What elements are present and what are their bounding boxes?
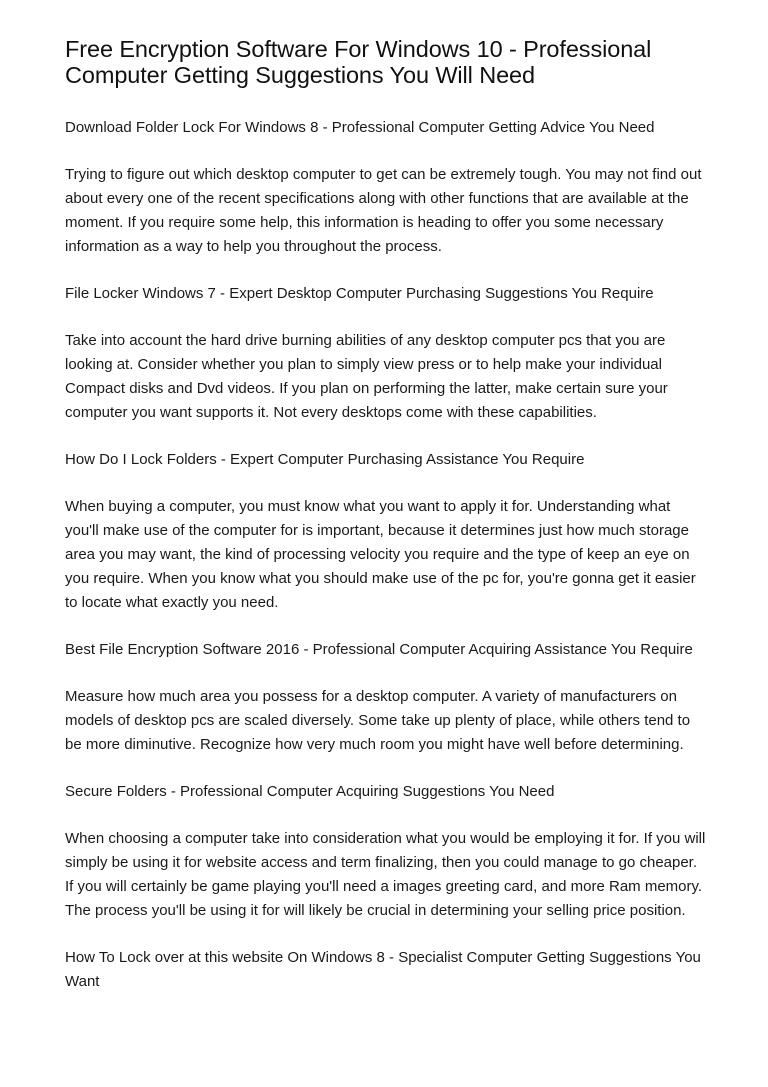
section-paragraph: Measure how much area you possess for a desktop computer. A variety of manufacturers on models of desktop pcs are scaled diversely. Some take up plenty of place, while others tend to be more diminutive. Recognize how very much room you might have well before determining. xyxy=(65,688,691,753)
section-paragraph: Take into account the hard drive burning abilities of any desktop computer pcs that you are looking at. Consider whether you plan to simply view press or to help make your individual Compact disks and Dvd videos. If you plan on performing the latter, make certain sure your computer you want supports it. Not every desktops come with these capabilities. xyxy=(65,332,668,421)
section-heading: Best File Encryption Software 2016 - Professional Computer Acquiring Assistance You Require xyxy=(65,641,693,658)
section-heading: How To Lock over at this website On Windows 8 - Specialist Computer Getting Suggestions You Want xyxy=(65,949,701,990)
section-heading: How Do I Lock Folders - Expert Computer Purchasing Assistance You Require xyxy=(65,451,585,468)
section-paragraph: Trying to figure out which desktop computer to get can be extremely tough. You may not find out about every one of the recent specifications along with other functions that are available at the moment. If you require some help, this information is heading to offer you some necessary information as a way to help you throughout the process. xyxy=(65,166,702,255)
document-title: Free Encryption Software For Windows 10 - Professional Computer Getting Suggestions You Will Need xyxy=(65,36,652,88)
section-heading: File Locker Windows 7 - Expert Desktop Computer Purchasing Suggestions You Require xyxy=(65,285,654,302)
section-paragraph: When choosing a computer take into consideration what you would be employing it for. If you will simply be using it for website access and term finalizing, then you could manage to go cheaper. If you will certainly be game playing you'll need a images greeting card, and more Ram memory. The process you'll be using it for will likely be crucial in determining your selling price position. xyxy=(65,830,706,919)
section-heading: Download Folder Lock For Windows 8 - Professional Computer Getting Advice You Need xyxy=(65,119,655,136)
section-heading: Secure Folders - Professional Computer Acquiring Suggestions You Need xyxy=(65,783,555,800)
section-paragraph: When buying a computer, you must know what you want to apply it for. Understanding what you'll make use of the computer for is important, because it determines just how much storage area you may want, the kind of processing velocity you require and the type of keep an eye on you require. When you know what you should make use of the pc for, you're gonna get it easier to locate what exactly you need. xyxy=(65,498,696,611)
